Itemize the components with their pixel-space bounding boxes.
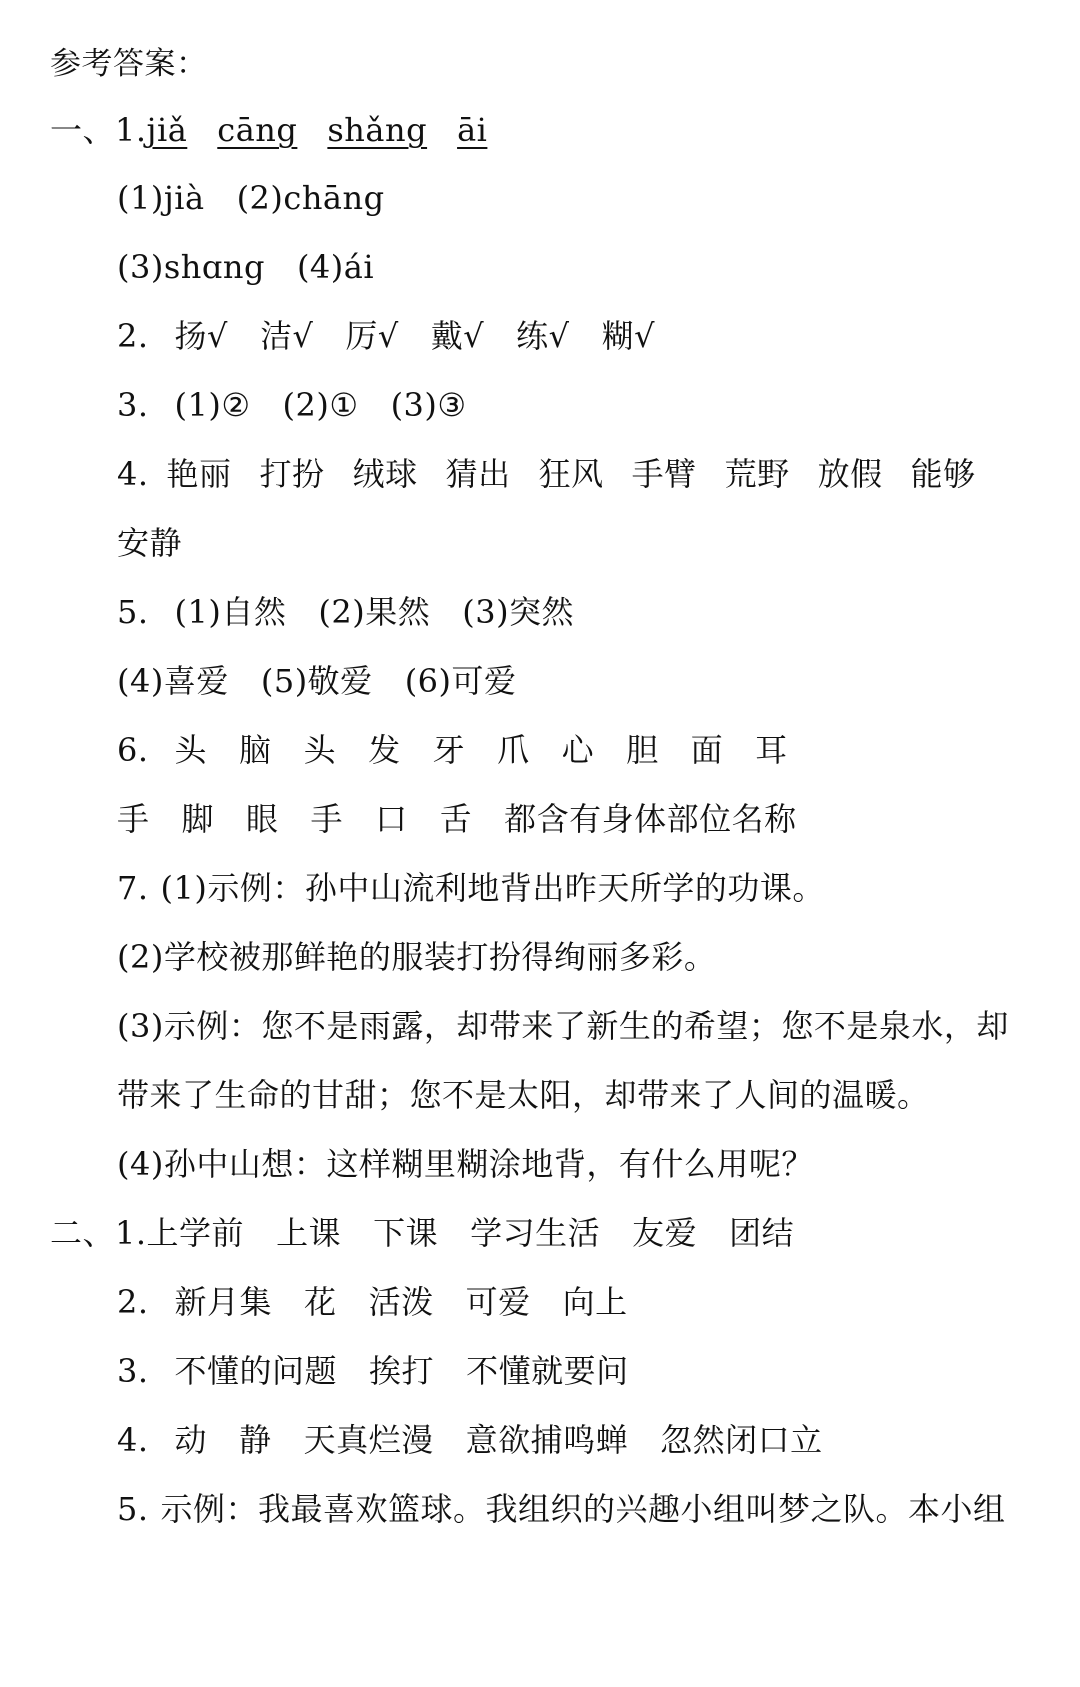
answer-item: 心 (561, 731, 595, 769)
s1-q4-cont: 安静 (117, 524, 183, 562)
s1-q1-sub-b (117, 247, 374, 287)
answer-item: (4)喜爱 (117, 662, 229, 700)
answer-item: 眼 (246, 800, 279, 838)
answer-item: 荒野 (724, 455, 790, 493)
answer-item: 意欲捕鸣蝉 (465, 1421, 629, 1459)
answer-item: (3)shɑng (117, 248, 265, 286)
page-title: 参考答案： (50, 46, 208, 82)
answer-item: 不懂的问题 (174, 1352, 338, 1390)
answer-item: 头 (174, 731, 208, 769)
q-num: 5. (117, 1490, 149, 1528)
s2-q3-row (117, 1351, 629, 1391)
s2-q1-row (50, 1213, 794, 1253)
answer-item: 上课 (276, 1214, 342, 1252)
q-num: 2. (117, 1283, 149, 1321)
pinyin-item: cāng (217, 111, 298, 149)
answer-item: 挨打 (369, 1352, 435, 1390)
answer-item: 活泼 (368, 1283, 434, 1321)
q-num: 7. (117, 869, 149, 907)
answer-text: (3)示例：您不是雨露，却带来了新生的希望；您不是泉水，却 (117, 1007, 1009, 1045)
answer-item: (1)jià (117, 179, 205, 217)
s1-q1-sub-a (117, 178, 385, 218)
answer-item: 天真烂漫 (303, 1421, 434, 1459)
answer-text: (2)学校被那鲜艳的服装打扮得绚丽多彩。 (117, 938, 717, 976)
answer-item: 胆 (626, 731, 659, 769)
pinyin-item: shǎng (327, 111, 428, 149)
answer-item: (1)自然 (174, 593, 287, 631)
answer-item: 口 (375, 800, 408, 838)
s2-q4-row (117, 1420, 823, 1460)
answer-item: 面 (690, 731, 724, 769)
q-num: 6. (117, 731, 149, 769)
answer-item: 脑 (239, 731, 272, 769)
answer-item: 下课 (373, 1214, 439, 1252)
answer-item: 不懂就要问 (466, 1352, 629, 1390)
answer-item: 忽然闭口立 (660, 1421, 823, 1459)
answer-item: 艳丽 (166, 455, 232, 493)
answer-item: 扬√ (174, 317, 228, 355)
answer-item: 洁√ (259, 317, 314, 355)
answer-item: 手 (310, 800, 344, 838)
s1-q1-num: 1. (115, 111, 147, 149)
answer-item: 动 (174, 1421, 208, 1459)
answer-item: 猜出 (445, 455, 511, 493)
answer-item: 牙 (432, 731, 466, 769)
s2-label: 二、 (50, 1214, 116, 1252)
answer-item: 都含有身体部位名称 (504, 800, 797, 838)
answer-item: (1)② (174, 386, 251, 424)
answer-item: 狂风 (538, 455, 604, 493)
answer-item: 静 (239, 1421, 272, 1459)
s1-q5-row2 (117, 661, 517, 701)
q-num: 3. (117, 386, 149, 424)
answer-item: 花 (304, 1283, 337, 1321)
answer-item: 练√ (516, 317, 570, 355)
answer-text: 带来了生命的甘甜；您不是太阳，却带来了人间的温暖。 (117, 1076, 930, 1114)
answer-item: (3)突然 (462, 593, 575, 631)
answer-item: 戴√ (430, 317, 485, 355)
answer-text: (1)示例：孙中山流利地背出昨天所学的功课。 (160, 869, 825, 907)
answer-item: 厉√ (345, 317, 399, 355)
answer-item: 上学前 (146, 1214, 245, 1252)
q-num: 2. (117, 317, 149, 355)
s1-q2-row (117, 316, 655, 356)
answer-item: (2)果然 (318, 593, 431, 631)
answer-item: 学习生活 (470, 1214, 601, 1252)
q-num: 1. (115, 1214, 147, 1252)
s1-q4-row (117, 454, 976, 494)
s1-q7-row (117, 868, 825, 908)
answer-item: 手臂 (631, 455, 697, 493)
q-num: 3. (117, 1352, 149, 1390)
s1-label: 一、 (50, 111, 116, 149)
answer-item: 放假 (817, 455, 883, 493)
answer-item: (3)③ (390, 386, 467, 424)
answer-item: 手 (117, 800, 150, 838)
answer-text: (4)孙中山想：这样糊里糊涂地背，有什么用呢？ (117, 1145, 814, 1183)
answer-item: 发 (368, 731, 401, 769)
answer-item: 向上 (562, 1283, 628, 1321)
answer-item: 绒球 (352, 455, 418, 493)
answer-item: 脚 (181, 800, 215, 838)
answer-item: (6)可爱 (404, 662, 517, 700)
pinyin-item: āi (457, 111, 488, 149)
s1-q6-row2 (117, 799, 797, 839)
answer-item: 可爱 (465, 1283, 531, 1321)
s2-q2-row (117, 1282, 628, 1322)
answer-item: 新月集 (174, 1283, 273, 1321)
s1-q1-row (50, 110, 517, 150)
answer-item: (2)① (282, 386, 359, 424)
answer-item: 友爱 (632, 1214, 698, 1252)
answer-item: 糊√ (601, 317, 655, 355)
answer-item: 打扮 (259, 455, 325, 493)
s1-q5-row (117, 592, 574, 632)
q-num: 5. (117, 593, 149, 631)
s2-q5-row (117, 1489, 1006, 1529)
q-num: 4. (117, 455, 149, 493)
answer-item: 舌 (439, 800, 473, 838)
answer-item: (4)ái (296, 248, 375, 286)
answer-item: 耳 (755, 731, 788, 769)
answer-item: 爪 (497, 731, 530, 769)
s1-q6-row (117, 730, 788, 770)
answer-item: 头 (303, 731, 337, 769)
answer-item: (2)chāng (236, 179, 385, 217)
answer-item: 团结 (729, 1214, 795, 1252)
pinyin-item: jiǎ (146, 111, 188, 149)
answer-item: (5)敬爱 (260, 662, 373, 700)
s1-q3-row (117, 385, 467, 425)
answer-text: 示例：我最喜欢篮球。我组织的兴趣小组叫梦之队。本小组 (160, 1490, 1006, 1528)
answer-item: 能够 (910, 455, 976, 493)
q-num: 4. (117, 1421, 149, 1459)
